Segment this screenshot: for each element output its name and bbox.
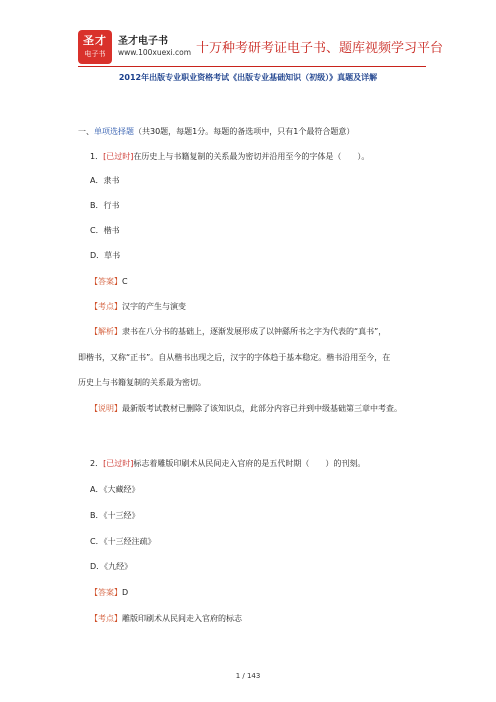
q1-analysis-label: 【解析】 — [90, 327, 122, 336]
q1-analysis-text1: 隶书在八分书的基础上，逐渐发展形成了以钟繇所书之字为代表的“真书”， — [122, 327, 387, 336]
logo — [78, 30, 112, 64]
section-rest: （共30题，每题1分。每题的备选项中，只有1个最符合题意） — [134, 127, 355, 136]
q1-note — [90, 403, 402, 415]
q2-answer — [90, 587, 128, 599]
question-2 — [90, 458, 365, 470]
q1-answer — [90, 276, 128, 288]
q1-point-value: 汉字的产生与演变 — [122, 302, 186, 311]
q1-note-label: 【说明】 — [90, 404, 122, 413]
q1-option-c: C．楷书 — [90, 226, 120, 235]
q2-answer-label: 【答案】 — [90, 588, 122, 597]
q1-answer-label: 【答案】 — [90, 277, 122, 286]
logo-line1: 圣才 — [83, 34, 107, 47]
q2-answer-value: D — [122, 588, 129, 597]
q1-option-d: D．草书 — [90, 251, 121, 260]
q2-point — [90, 613, 242, 625]
section-name: 单项选择题 — [94, 127, 134, 136]
q1-point — [90, 301, 186, 313]
q1-option-a: A．隶书 — [90, 176, 120, 185]
q1-tag: [已过时] — [103, 152, 134, 161]
q1-analysis-line3: 历史上与书籍复制的关系最为密切。 — [78, 378, 206, 387]
q1-number: 1． — [90, 152, 104, 161]
brand-url[interactable]: www.100xuexi.com — [118, 48, 192, 57]
q2-tag: [已过时] — [103, 459, 134, 468]
question-1 — [90, 151, 369, 163]
q2-option-c: C．《十三经注疏》 — [90, 537, 156, 546]
header-divider — [78, 66, 426, 67]
q1-note-text: 最新版考试教材已删除了该知识点，此部分内容已并到中级基础第三章中考查。 — [122, 404, 402, 413]
brand-name: 圣才电子书 — [118, 36, 168, 47]
logo-line2: 电子书 — [84, 50, 106, 58]
q1-analysis-line2: 即楷书，又称“正书”。自从楷书出现之后，汉字的字体趋于基本稳定。楷书沿用至今，在 — [78, 353, 391, 362]
q1-analysis-line1 — [90, 326, 386, 338]
q1-answer-value: C — [122, 277, 128, 286]
page-number: 1 / 143 — [235, 672, 261, 680]
slogan: 十万种考研考证电子书、题库视频学习平台 — [196, 41, 444, 56]
section-prefix: 一、 — [78, 127, 94, 136]
page-title: 2012年出版专业职业资格考试《出版专业基础知识（初级）》真题及详解 — [118, 73, 378, 82]
q2-point-value: 雕版印刷术从民间走入官府的标志 — [122, 614, 242, 623]
q2-number: 2． — [90, 459, 104, 468]
q1-option-b: B．行书 — [90, 201, 120, 210]
header — [78, 30, 444, 64]
q2-option-a: A．《大藏经》 — [90, 485, 140, 494]
q2-option-d: D．《九经》 — [90, 562, 133, 571]
q2-text: 标志着雕版印刷术从民间走入官府的是五代时期（ ）的刊刻。 — [133, 459, 366, 468]
q1-point-label: 【考点】 — [90, 302, 122, 311]
q2-point-label: 【考点】 — [90, 614, 122, 623]
section-heading — [78, 126, 354, 138]
q1-text: 在历史上与书籍复制的关系最为密切并沿用至今的字体是（ ）。 — [133, 152, 370, 161]
q2-option-b: B．《十三经》 — [90, 511, 140, 520]
